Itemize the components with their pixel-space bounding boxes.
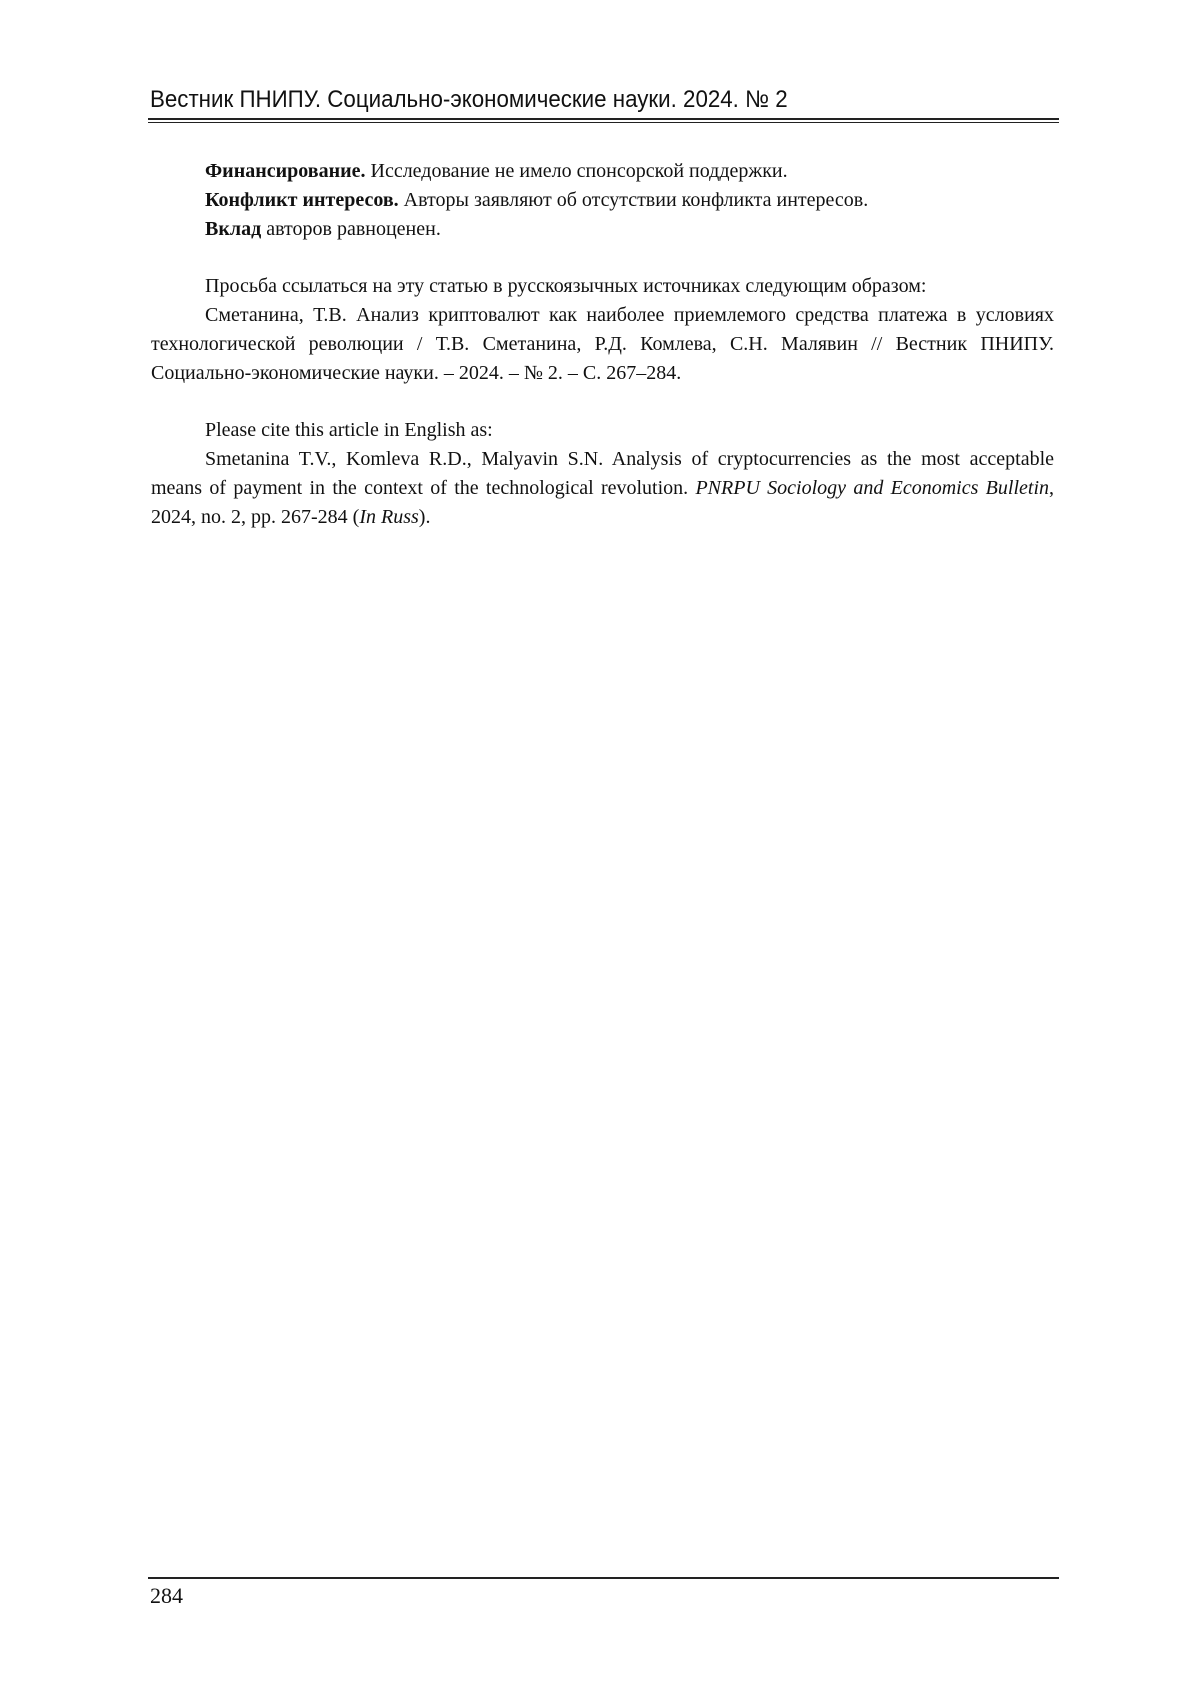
header-rule-thin [148,122,1059,123]
article-body [151,157,1054,531]
citation-ru-reference: Сметанина, Т.В. Анализ криптовалют как наиболее приемлемого средства платежа в условиях технологической революции / Т.В. Сметанина, Р.Д. Комлева, С.Н. Малявин // Вестник ПНИПУ. Социально-экономические науки. – 2024. – № 2. – С. 267–284. [151,303,1054,384]
conflict-label: Конфликт интересов. [205,188,399,211]
citation-ru-intro: Просьба ссылаться на эту статью в русскоязычных источниках следующим образом: [205,275,927,298]
citation-en-intro: Please cite this article in English as: [205,419,493,442]
citation-en-authors-title: Smetanina T.V., Komleva R.D., Malyavin S.N. Analysis of cryptocurrencies as the most acceptable means of payment in the context of the technological revolution. [151,447,1054,499]
contribution-label: Вклад [205,217,262,240]
citation-en-journal: PNRPU Sociology and Economics Bulletin [695,476,1050,499]
page-number: 284 [150,1583,183,1608]
contribution-statement [151,215,1054,244]
conflict-text: Авторы заявляют об отсутствии конфликта интересов. [398,188,869,211]
conflict-statement [151,186,1054,215]
funding-text: Исследование не имело спонсорской поддержки. [365,160,788,182]
citation-en-closing: ). [418,505,431,528]
contribution-text: авторов равноценен. [261,217,441,240]
running-header: Вестник ПНИПУ. Социально-экономические науки. 2024. № 2 [150,86,788,113]
citation-en-reference [151,445,1054,531]
header-rule-thick [148,118,1059,120]
funding-statement [151,157,1054,186]
footer-rule [148,1577,1059,1579]
funding-label: Финансирование. [205,160,366,182]
citation-en-language: In Russ [359,505,419,528]
citation-en-details: , 2024, no. 2, pp. 267-284 ( [151,476,1055,528]
